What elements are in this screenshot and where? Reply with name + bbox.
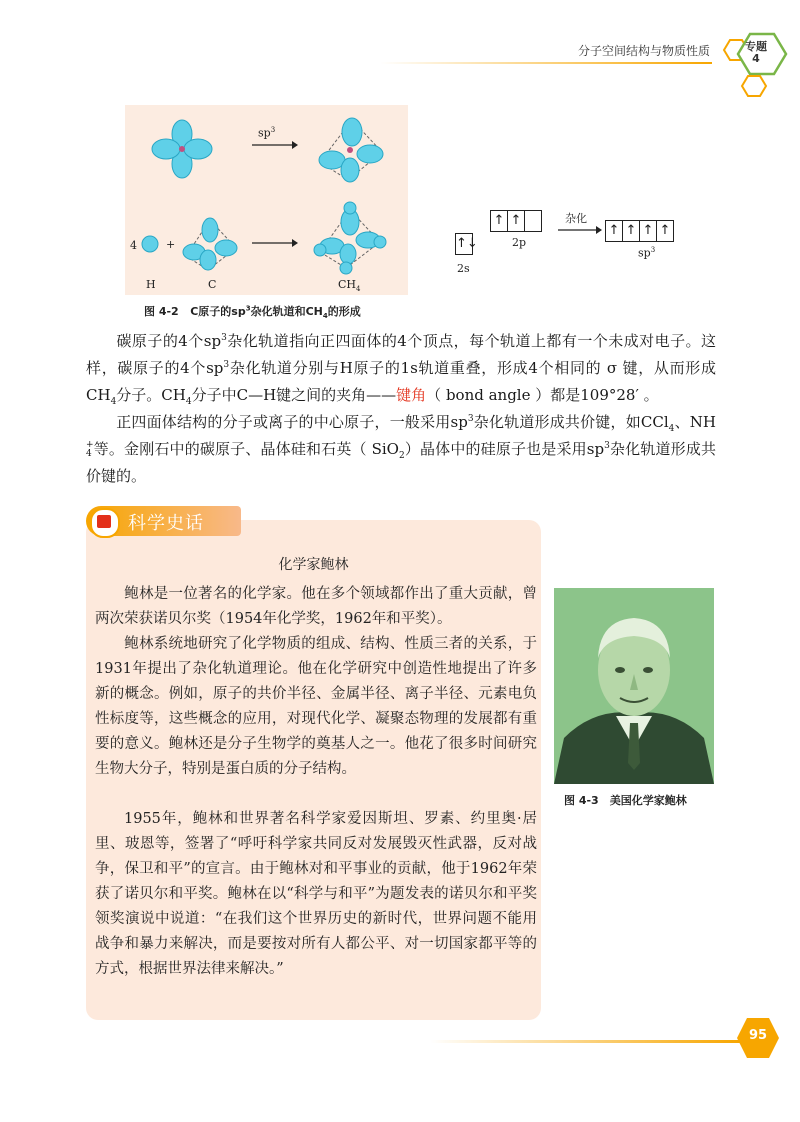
- history-p3-text: 1955年，鲍林和世界著名科学家爱因斯坦、罗素、约里奥·居里、玻恩等，签署了“呼吁科学家共同反对发展毁灭性武器，反对战争，保卫和平”的宣言。由于鲍林对和平事业的贡献，他于1962年荣获了诺贝尔和平奖。鲍林在以“科学与和平”为题发表的诺贝尔和平奖领奖演说中说道：“在我们这个世界历史的新时代，世界问题不能用战争和暴力来解决，而是要按对所有人都公平、对一切国家都平等的方式，根据世界法律来解决。”: [95, 811, 537, 977]
- p1-c: 杂化轨道分别与H原子的1s轨道重叠，形成4个相同的 σ 键，从而形成CH: [86, 359, 716, 404]
- p2-sup2: +: [86, 440, 94, 450]
- p1-a: 碳原子的4个sp: [116, 332, 222, 350]
- sp3-right-sup: 3: [650, 246, 656, 254]
- p1-f: （ bond angle ）都是109°28′ 。: [426, 386, 659, 404]
- p1-sub2: 4: [185, 397, 192, 407]
- nh4-ion-charge: [86, 441, 94, 459]
- section-title: 分子空间结构与物质性质: [577, 44, 710, 58]
- history-paragraph-3: [95, 807, 537, 982]
- caption-sub: 4: [322, 312, 328, 321]
- methane-molecule-icon: [310, 198, 390, 276]
- caption-number: 图 4-2: [144, 305, 179, 318]
- portrait-illustration: [554, 588, 714, 784]
- p1-sub1: 4: [110, 397, 117, 407]
- arrow-right-icon: [252, 140, 298, 150]
- plus-sign: +: [166, 238, 176, 251]
- caption-sup: 3: [245, 304, 251, 313]
- p1-d: 分子。CH: [116, 386, 186, 404]
- p1-b: 杂化轨道指向正四面体的4个顶点，每个轨道上都有一个未成对电子。这样，碳原子的4个sp: [86, 332, 716, 377]
- label-C: C: [208, 278, 217, 291]
- sp3-label-text: sp: [258, 126, 271, 140]
- history-p2-text: 鲍林系统地研究了化学物质的组成、结构、性质三者的关系，于1931年提出了杂化轨道理论。他在化学研究中创造性地提出了许多新的概念。例如，原子的共价半径、金属半径、离子半径、元素电负性标度等，这些概念的应用，对现代化学、凝聚态物理的发展都有重要的意义。鲍林还是分子生物学的奠基人之一。他花了很多时间研究生物大分子，特别是蛋白质的分子结构。: [95, 636, 537, 777]
- p2-sup3: 3: [604, 441, 610, 451]
- label-sp3-right: [638, 246, 655, 260]
- p1-sup1: 3: [221, 333, 227, 343]
- p2-sub1: 4: [668, 424, 675, 434]
- carbon-p-orbitals-icon: [150, 118, 214, 180]
- sp3-hybrid-orbitals-icon: [312, 112, 390, 188]
- caption-part-a: C原子的sp: [190, 305, 246, 318]
- p1-sup2: 3: [223, 360, 230, 370]
- footer-rule: [430, 1040, 740, 1043]
- p2-d: 等。金刚石中的碳原子、晶体硅和石英（ SiO: [93, 440, 399, 458]
- book-icon-inner: [97, 515, 111, 528]
- arrow-right-icon: [252, 238, 298, 248]
- sp3-arrow-label: [258, 126, 275, 140]
- label-CH4-text: CH: [338, 278, 357, 291]
- label-H: H: [146, 278, 156, 291]
- p2-sub3: 2: [398, 451, 405, 461]
- sp3-right-text: sp: [638, 246, 651, 260]
- chapter-badge: [734, 41, 778, 65]
- p1-e: 分子中C—H键之间的夹角——: [191, 386, 397, 404]
- sp3-label-sup: 3: [270, 126, 276, 134]
- figure-4-3-caption: 图 4-3 美国化学家鲍林: [564, 794, 687, 807]
- history-paragraph-1: [95, 582, 537, 632]
- science-history-label: 科学史话: [128, 513, 204, 534]
- history-title: 化学家鲍林: [278, 557, 349, 573]
- orbital-box-2p: ↑ ↑: [490, 210, 542, 232]
- p2-sup1: 3: [467, 414, 474, 424]
- label-CH4-sub: 4: [356, 285, 361, 294]
- hydrogen-1s-orbital-icon: [140, 234, 160, 254]
- arrow-right-icon: [558, 225, 602, 235]
- hydrogen-count: 4: [130, 239, 137, 252]
- p2-c: 、NH: [674, 413, 716, 431]
- label-2s: 2s: [457, 262, 470, 275]
- p2-f: 杂化轨道形成共价键的。: [86, 440, 716, 485]
- carbon-sp3-orbitals-icon: [178, 214, 242, 276]
- figure-4-2-caption: [144, 303, 361, 320]
- p2-b: 杂化轨道形成共价键，如CCl: [473, 413, 669, 431]
- p2-a: 正四面体结构的分子或离子的中心原子，一般采用sp: [116, 413, 468, 431]
- orbital-box-sp3: ↑ ↑ ↑ ↑: [605, 220, 674, 242]
- caption-part-b: 杂化轨道和CH: [250, 305, 323, 318]
- p2-sub2: 4: [86, 449, 92, 459]
- label-2p: 2p: [512, 236, 527, 249]
- history-p1-text: 鲍林是一位著名的化学家。他在多个领域都作出了重大贡献，曾两次荣获诺贝尔奖（1954年化学奖，1962年和平奖）。: [95, 586, 537, 627]
- term-bond-angle: 键角: [396, 386, 427, 404]
- label-hybridization: 杂化: [565, 212, 587, 225]
- header-rule: [380, 62, 712, 64]
- orbital-box-2s: ↑↓: [455, 233, 473, 255]
- pauling-portrait: [554, 588, 714, 784]
- badge-label: 专题: [745, 40, 767, 53]
- label-CH4: [338, 278, 360, 293]
- page-number: 95: [748, 1028, 768, 1043]
- p2-e: ）晶体中的硅原子也是采用sp: [404, 440, 605, 458]
- paragraph-tetrahedral: [86, 409, 716, 490]
- paragraph-sp3-orbitals: [86, 328, 716, 409]
- caption-part-c: 的形成: [327, 305, 361, 318]
- history-paragraph-2: [95, 632, 537, 782]
- badge-number: 4: [752, 52, 760, 65]
